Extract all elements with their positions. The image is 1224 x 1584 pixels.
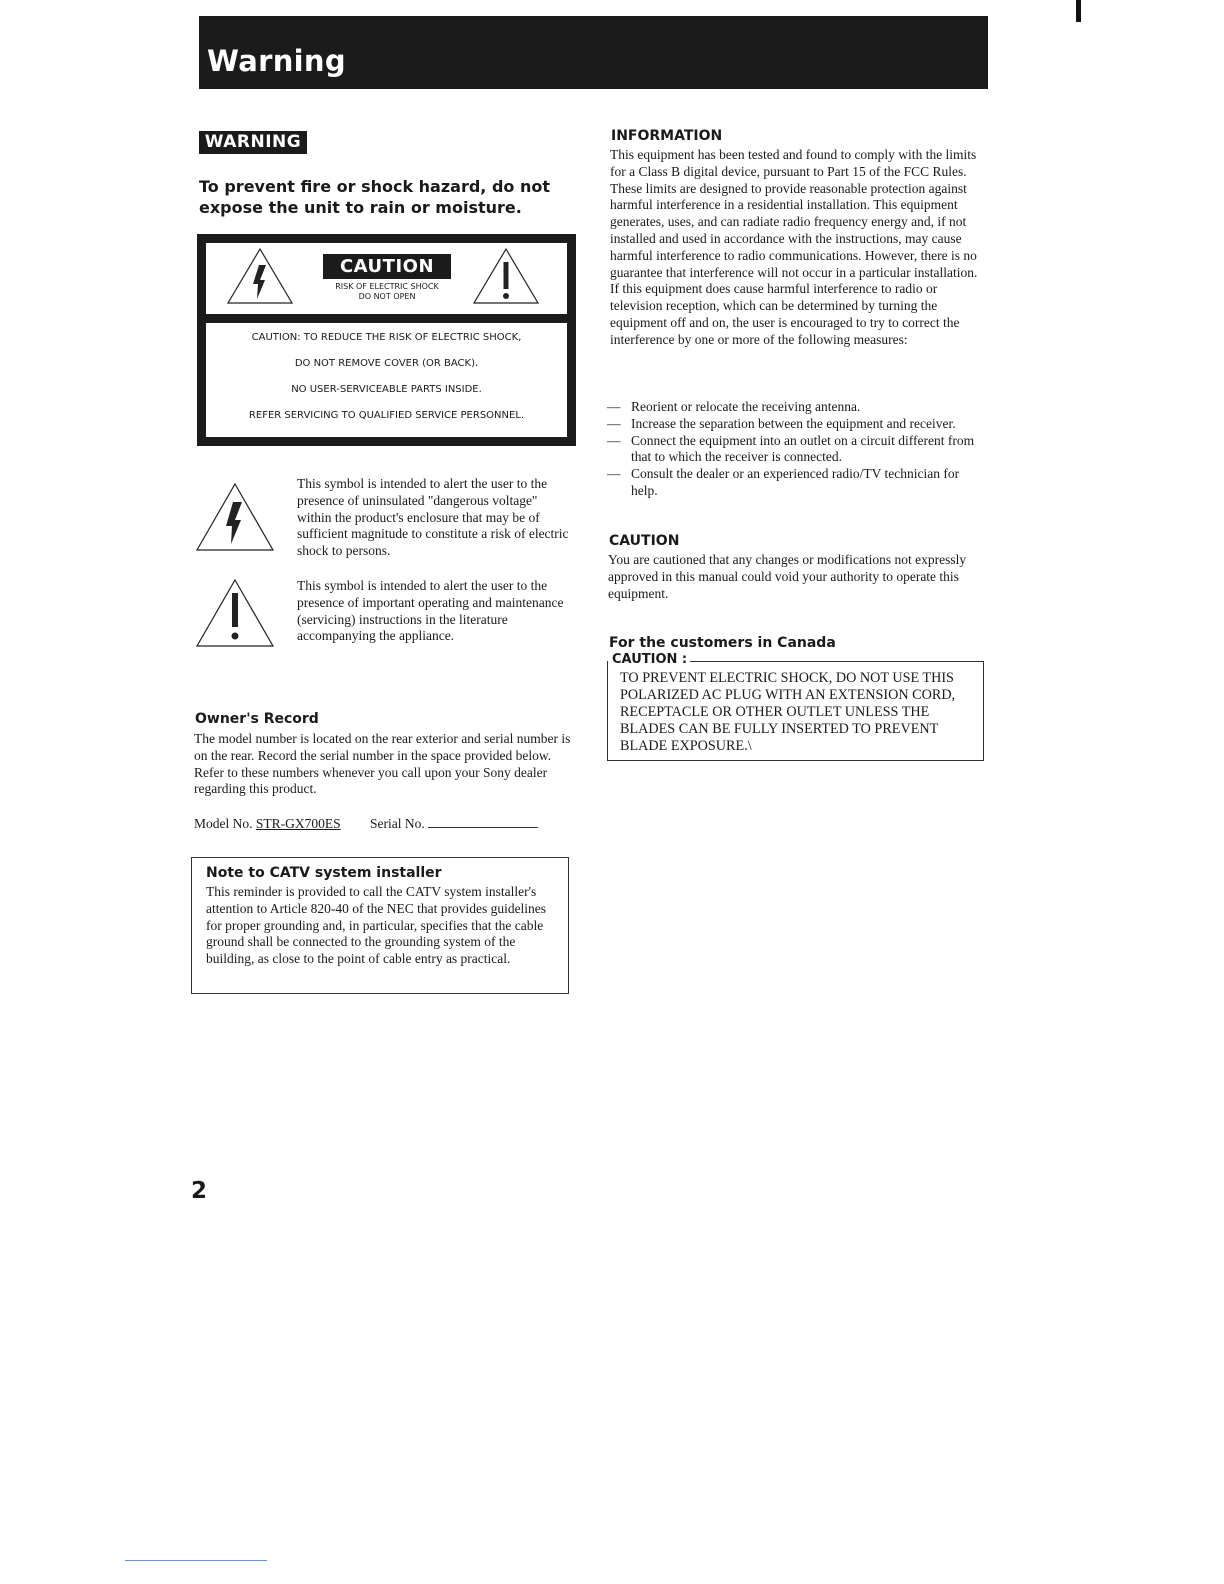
canada-caution-text: TO PREVENT ELECTRIC SHOCK, DO NOT USE THIS POLARIZED AC PLUG WITH AN EXTENSION CORD, RECEPTACLE OR OTHER OUTLET UNLESS THE BLADES CAN BE FULLY INSERTED TO PREVENT BLADE EXPOSURE.\ (620, 670, 956, 754)
model-value: STR-GX700ES (255, 816, 341, 831)
headline: To prevent fire or shock hazard, do not expose the unit to rain or moisture. (199, 177, 550, 217)
caution-line-3: NO USER-SERVICEABLE PARTS INSIDE. (291, 384, 482, 395)
exclamation-symbol-text: This symbol is intended to alert the user to the presence of important operating and maintenance (servicing) instructions in the literature accompanying the appliance. (297, 578, 564, 644)
lightning-symbol-text: This symbol is intended to alert the user to the presence of uninsulated "dangerous voltage" within the product's enclosure that may be of sufficient magnitude to constitute a risk of electric shock to persons. (297, 476, 569, 559)
footer-rule (125, 1560, 267, 1561)
exclamation-symbol-icon (195, 578, 275, 648)
caution-label: CAUTION (323, 254, 451, 279)
warning-badge: WARNING (199, 131, 307, 154)
risk-text (323, 282, 451, 302)
page-number: 2 (191, 1178, 208, 1204)
catv-text: This reminder is provided to call the CATV system installer's attention to Article 820-40 of the NEC that provides guidelines for proper grounding and, in particular, specifies that the cable ground shall be connected to the grounding system of the building, as close to the point of cable entry as practical. (206, 884, 547, 967)
canada-heading: For the customers in Canada (609, 635, 836, 651)
list-item: — Consult the dealer or an experienced radio/TV technician for help. (607, 466, 960, 498)
list-item: — Increase the separation between the equipment and receiver. (607, 415, 956, 431)
measures-list (607, 399, 987, 500)
serial-field (428, 815, 538, 828)
list-item: — Reorient or relocate the receiving antenna. (607, 399, 861, 414)
caution-text: You are cautioned that any changes or modifications not expressly approved in this manual could void your authority to operate this equipment. (608, 552, 967, 601)
caution-line-2: DO NOT REMOVE COVER (OR BACK). (294, 358, 479, 369)
exclamation-warning-icon (472, 247, 540, 305)
model-label: Model No. (194, 816, 253, 831)
canada-caution-label: CAUTION : (611, 652, 690, 667)
model-serial-line (194, 815, 574, 833)
risk-line-2: DO NOT OPEN (358, 292, 416, 301)
owners-record-heading: Owner's Record (195, 711, 319, 727)
serial-label: Serial No. (370, 816, 425, 831)
lightning-warning-icon (226, 247, 294, 305)
list-item: — Connect the equipment into an outlet on a circuit different from that to which the receiver is connected. (607, 432, 975, 465)
information-text: This equipment has been tested and found to comply with the limits for a Class B digital device, pursuant to Part 15 of the FCC Rules. These limits are designed to provide reasonable protection against harmful interference in a residential installation. This equipment generates, uses, and can radiate radio frequency energy and, if not installed and used in accordance with the instructions, may cause harmful interference to radio communications. However, there is no guarantee that interference will not occur in a particular installation. If this equipment does cause harmful interference to radio or television reception, which can be determined by turning the equipment off and on, the user is encouraged to try to correct the interference by one or more of the following measures: (610, 147, 978, 347)
risk-line-1: RISK OF ELECTRIC SHOCK (335, 282, 439, 291)
owners-record-text: The model number is located on the rear exterior and serial number is on the rear. Record the serial number in the space provided below. Refer to these numbers whenever you call upon your Sony dealer regarding this product. (194, 731, 571, 797)
margin-mark (1076, 0, 1081, 22)
catv-heading: Note to CATV system installer (206, 865, 442, 881)
caution-line-1: CAUTION: TO REDUCE THE RISK OF ELECTRIC SHOCK, (251, 332, 522, 343)
page-title: Warning (207, 44, 346, 78)
information-heading: INFORMATION (611, 128, 723, 144)
caution-line-4: REFER SERVICING TO QUALIFIED SERVICE PERSONNEL. (248, 410, 525, 421)
lightning-symbol-icon (195, 482, 275, 552)
caution-heading: CAUTION (609, 533, 680, 549)
